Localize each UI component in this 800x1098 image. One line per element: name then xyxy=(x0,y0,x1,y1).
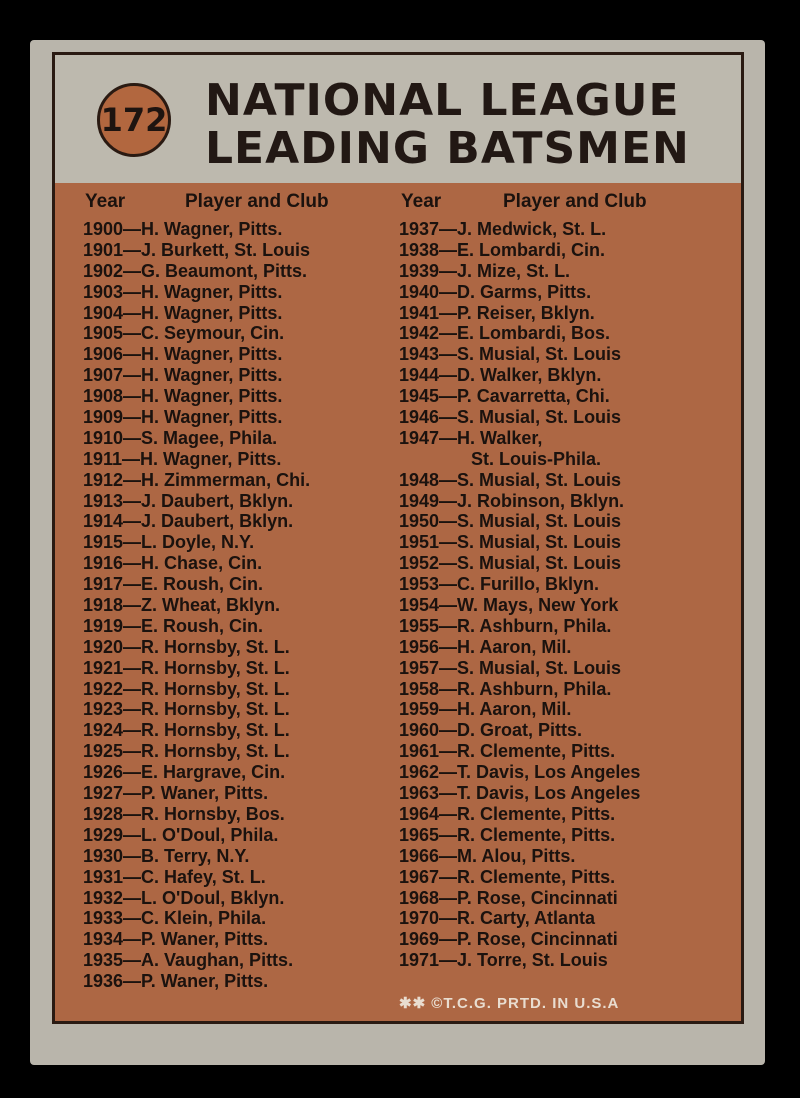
list-item: 1907—H. Wagner, Pitts. xyxy=(83,365,283,386)
left-head-player: Player and Club xyxy=(185,191,329,212)
right-head-player: Player and Club xyxy=(503,191,647,212)
list-item: 1948—S. Musial, St. Louis xyxy=(399,469,622,490)
list-item: 1900—H. Wagner, Pitts. xyxy=(83,219,283,239)
list-item: 1906—H. Wagner, Pitts. xyxy=(83,344,283,365)
list-item: 1963—T. Davis, Los Angeles xyxy=(399,783,641,804)
card-title xyxy=(205,77,725,173)
list-item: 1905—C. Seymour, Cin. xyxy=(83,323,285,344)
list-item: 1930—B. Terry, N.Y. xyxy=(83,845,250,866)
list-item: 1929—L. O'Doul, Phila. xyxy=(83,824,279,845)
copyright-footer: ✱✱ ©T.C.G. PRTD. IN U.S.A xyxy=(399,995,620,1012)
right-batsmen-list xyxy=(399,219,640,971)
list-item: 1951—S. Musial, St. Louis xyxy=(399,532,622,553)
card-frame xyxy=(52,52,744,1024)
list-item: 1952—S. Musial, St. Louis xyxy=(399,553,622,574)
list-item: 1931—C. Hafey, St. L. xyxy=(83,866,266,887)
list-item: 1934—P. Waner, Pitts. xyxy=(83,929,269,950)
list-item: 1964—R. Clemente, Pitts. xyxy=(399,803,616,824)
list-item: 1916—H. Chase, Cin. xyxy=(83,553,263,574)
list-item: St. Louis-Phila. xyxy=(471,448,602,469)
list-item: 1960—D. Groat, Pitts. xyxy=(399,720,583,741)
list-item: 1950—S. Musial, St. Louis xyxy=(399,511,622,532)
list-item: 1947—H. Walker, xyxy=(399,427,543,448)
list-item: 1911—H. Wagner, Pitts. xyxy=(83,448,282,469)
list-item: 1927—P. Waner, Pitts. xyxy=(83,783,269,804)
left-batsmen-list xyxy=(83,219,310,992)
list-item: 1914—J. Daubert, Bklyn. xyxy=(83,511,294,532)
list-item: 1967—R. Clemente, Pitts. xyxy=(399,866,616,887)
list-item: 1970—R. Carty, Atlanta xyxy=(399,908,596,929)
list-item: 1958—R. Ashburn, Phila. xyxy=(399,678,612,699)
list-item: 1939—J. Mize, St. L. xyxy=(399,260,571,281)
list-item: 1938—E. Lombardi, Cin. xyxy=(399,239,606,260)
list-item: 1946—S. Musial, St. Louis xyxy=(399,407,622,428)
list-item: 1940—D. Garms, Pitts. xyxy=(399,281,592,302)
list-item: 1926—E. Hargrave, Cin. xyxy=(83,762,286,783)
list-item: 1965—R. Clemente, Pitts. xyxy=(399,824,616,845)
baseball-card xyxy=(30,40,765,1065)
left-head-year: Year xyxy=(85,191,126,212)
list-item: 1919—E. Roush, Cin. xyxy=(83,615,264,636)
card-header xyxy=(55,55,741,183)
list-item: 1920—R. Hornsby, St. L. xyxy=(83,636,290,657)
list-item: 1941—P. Reiser, Bklyn. xyxy=(399,302,595,323)
list-item: 1903—H. Wagner, Pitts. xyxy=(83,281,283,302)
list-item: 1955—R. Ashburn, Phila. xyxy=(399,615,612,636)
list-item: 1956—H. Aaron, Mil. xyxy=(399,636,572,657)
list-item: 1923—R. Hornsby, St. L. xyxy=(83,699,290,720)
list-item: 1957—S. Musial, St. Louis xyxy=(399,657,622,678)
list-item: 1942—E. Lombardi, Bos. xyxy=(399,323,611,344)
list-item: 1904—H. Wagner, Pitts. xyxy=(83,302,283,323)
list-item: 1924—R. Hornsby, St. L. xyxy=(83,720,290,741)
list-item: 1913—J. Daubert, Bklyn. xyxy=(83,490,294,511)
list-item: 1925—R. Hornsby, St. L. xyxy=(83,741,290,762)
list-item: 1918—Z. Wheat, Bklyn. xyxy=(83,595,281,616)
list-item: 1933—C. Klein, Phila. xyxy=(83,908,267,929)
right-head-year: Year xyxy=(401,191,442,212)
list-item: 1936—P. Waner, Pitts. xyxy=(83,971,269,992)
list-item: 1901—J. Burkett, St. Louis xyxy=(83,239,311,260)
list-item: 1961—R. Clemente, Pitts. xyxy=(399,741,616,762)
list-item: 1928—R. Hornsby, Bos. xyxy=(83,803,285,824)
list-item: 1935—A. Vaughan, Pitts. xyxy=(83,950,294,971)
list-item: 1954—W. Mays, New York xyxy=(399,595,619,616)
list-item: 1921—R. Hornsby, St. L. xyxy=(83,657,290,678)
list-item: 1922—R. Hornsby, St. L. xyxy=(83,678,290,699)
list-item: 1937—J. Medwick, St. L. xyxy=(399,219,607,239)
list-item: 1943—S. Musial, St. Louis xyxy=(399,344,622,365)
title-line-2: LEADING BATSMEN xyxy=(205,123,690,174)
title-line-1: NATIONAL LEAGUE xyxy=(205,75,680,126)
list-item: 1959—H. Aaron, Mil. xyxy=(399,699,572,720)
card-number-badge: 172 xyxy=(97,83,171,157)
list-item: 1910—S. Magee, Phila. xyxy=(83,427,278,448)
list-item: 1915—L. Doyle, N.Y. xyxy=(83,532,255,553)
list-item: 1909—H. Wagner, Pitts. xyxy=(83,407,283,428)
list-item: 1945—P. Cavarretta, Chi. xyxy=(399,386,610,407)
list-item: 1968—P. Rose, Cincinnati xyxy=(399,887,618,908)
list-item: 1969—P. Rose, Cincinnati xyxy=(399,929,618,950)
list-item: 1949—J. Robinson, Bklyn. xyxy=(399,490,625,511)
list-item: 1953—C. Furillo, Bklyn. xyxy=(399,574,600,595)
list-item: 1944—D. Walker, Bklyn. xyxy=(399,365,602,386)
list-item: 1912—H. Zimmerman, Chi. xyxy=(83,469,311,490)
list-item: 1962—T. Davis, Los Angeles xyxy=(399,762,641,783)
list-item: 1908—H. Wagner, Pitts. xyxy=(83,386,283,407)
list-item: 1917—E. Roush, Cin. xyxy=(83,574,264,595)
list-item: 1902—G. Beaumont, Pitts. xyxy=(83,260,308,281)
list-item: 1971—J. Torre, St. Louis xyxy=(399,950,608,971)
list-item: 1966—M. Alou, Pitts. xyxy=(399,845,576,866)
list-item: 1932—L. O'Doul, Bklyn. xyxy=(83,887,285,908)
